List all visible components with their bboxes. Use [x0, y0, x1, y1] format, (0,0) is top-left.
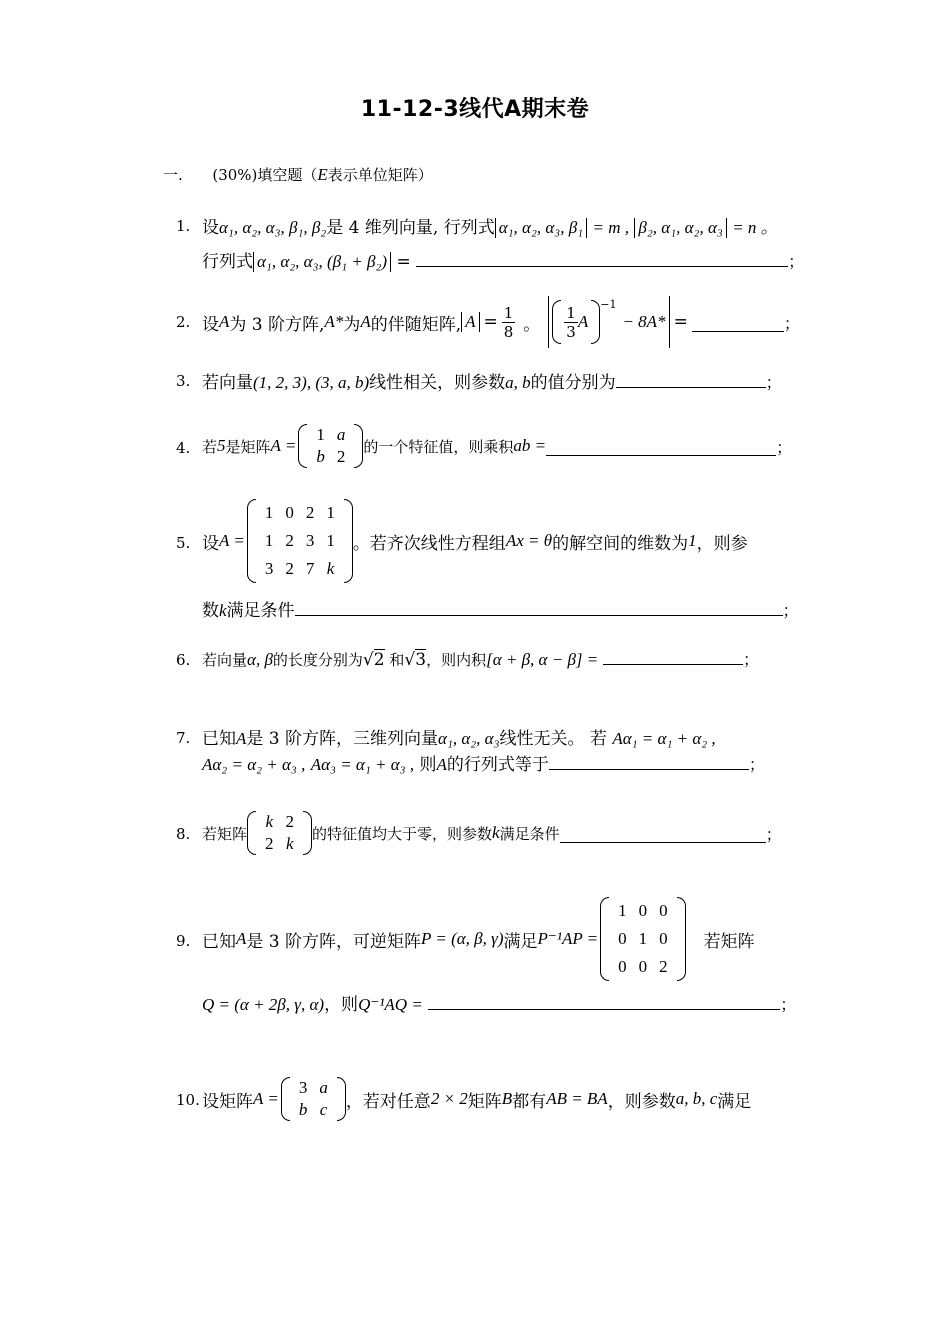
q9-P: P = (α, β, γ) — [421, 929, 504, 948]
q7-text-b: 是 3 阶方阵，三维列向量 — [246, 729, 439, 749]
q5-number: 5. — [176, 534, 191, 552]
q4-m21: b — [316, 447, 325, 466]
q4-number: 4. — [176, 439, 191, 457]
q10-line — [202, 1072, 751, 1126]
q8-text-c: 满足条件 — [499, 824, 560, 843]
q2-minus-term: − 8A* — [622, 312, 666, 331]
q2-Astar: A* — [324, 312, 344, 331]
q6-text-c: 和 — [389, 651, 405, 669]
q10-text-c: 矩阵 — [467, 1091, 502, 1112]
q3-text-b: 线性相关，则参数 — [369, 373, 506, 393]
q9-A: A — [236, 929, 247, 948]
q2-frac-num: 1 — [503, 303, 514, 322]
q3-text-a: 若向量 — [202, 373, 253, 393]
q3-semicolon: ； — [765, 373, 782, 392]
q9-text-e: ，则 — [324, 995, 359, 1015]
q8-m22: k — [285, 834, 294, 853]
section-prefix: (30%)填空题（ — [212, 166, 318, 184]
q2-eq: = — [483, 312, 498, 332]
q7-text-d: 则 — [419, 755, 437, 775]
q1-eq2: = n 。 — [732, 218, 778, 237]
q10-text-e: ，则参数 — [607, 1091, 676, 1112]
q1-det1: α₁, α₂, α₃, β₁ — [495, 218, 587, 238]
q2-text-b: 为 3 阶方阵, — [229, 314, 325, 335]
q1-text-a: 设 — [202, 218, 219, 238]
q9-answer-blank[interactable] — [428, 991, 780, 1010]
q4-m22: 2 — [336, 447, 346, 466]
q6-ab: α, β — [247, 650, 273, 669]
q2-inner-fraction — [564, 304, 578, 341]
q2-semicolon: ； — [783, 313, 800, 333]
q4-five: 5 — [217, 436, 226, 455]
q5-eq: Ax = θ — [505, 531, 553, 550]
q7-answer-blank[interactable] — [549, 751, 749, 770]
q2-detA: A — [461, 312, 479, 332]
q4-matrix — [298, 424, 363, 468]
q5-l2-text-a: 数 — [202, 601, 219, 621]
q10-text-f: 满足 — [717, 1091, 752, 1112]
q6-line — [202, 646, 759, 670]
q1-eq1: = m , — [592, 218, 629, 237]
q1-answer-blank[interactable] — [416, 248, 788, 267]
q1-line2 — [202, 247, 804, 272]
q4-line — [202, 420, 792, 472]
q9-row2 — [612, 925, 674, 953]
q4-ab: ab = — [513, 436, 547, 455]
q2-line — [202, 296, 800, 348]
q8-line — [202, 806, 782, 860]
q1-line1 — [202, 213, 778, 238]
q3-text-c: 的值分别为 — [530, 373, 616, 393]
q4-A: A = — [270, 436, 297, 455]
section-suffix: 表示单位矩阵） — [327, 166, 433, 184]
q7-text-e: 的行列式等于 — [446, 755, 549, 775]
q9-QAQ: Q⁻¹AQ = — [358, 995, 423, 1014]
q5-cell: 3 — [305, 531, 315, 550]
q7-A2: A — [436, 755, 447, 774]
q5-cell: 1 — [326, 503, 335, 522]
q3-params: a, b — [505, 373, 531, 392]
q5-row3 — [259, 555, 341, 583]
q4-answer-blank[interactable] — [546, 437, 776, 456]
q5-one: 1 — [688, 531, 697, 550]
q9-cell: 0 — [659, 901, 668, 920]
q8-k: k — [492, 823, 500, 842]
q1-line2-eq: = — [396, 252, 411, 272]
q5-cell: 1 — [326, 531, 335, 550]
q5-text-c: 的解空间的维数为 — [552, 533, 689, 554]
q1-semicolon: ； — [788, 252, 805, 271]
q6-inner-product: [α + β, α − β] = — [486, 650, 599, 669]
q5-cell: k — [326, 559, 335, 578]
q1-text-b: 是 4 维列向量, 行列式 — [326, 218, 495, 238]
q1-det2: β₂, α₁, α₂, α₃ — [634, 218, 726, 238]
q10-m21: b — [298, 1100, 308, 1119]
q2-answer-blank[interactable] — [692, 313, 784, 332]
q6-sqrt2: √2 — [362, 650, 385, 670]
q10-number: 10. — [176, 1091, 200, 1109]
q7-text-c: 线性无关。 若 — [499, 729, 607, 749]
q9-cell: 0 — [638, 957, 648, 976]
q5-k: k — [219, 601, 227, 620]
q2-inverse-exp: −1 — [600, 298, 617, 311]
q8-semicolon: ； — [765, 824, 782, 844]
q9-text-d: 若矩阵 — [703, 931, 755, 952]
q8-text-b: 的特征值均大于零，则参数 — [312, 824, 493, 843]
q5-text-d: ，则参 — [696, 533, 748, 554]
q10-m12: a — [319, 1078, 328, 1097]
q2-det-expr — [548, 296, 669, 348]
q10-params: a, b, c — [675, 1089, 718, 1108]
q9-cell: 2 — [659, 957, 668, 976]
q8-answer-blank[interactable] — [560, 824, 766, 843]
q9-PAP: P⁻¹AP = — [537, 929, 599, 948]
q9-cell: 0 — [659, 929, 668, 948]
q10-size: 2 × 2 — [430, 1089, 468, 1108]
q7-text-a: 已知 — [202, 729, 236, 749]
q2-dot: 。 — [523, 314, 541, 335]
q9-line2 — [202, 990, 796, 1015]
q2-number: 2. — [176, 313, 191, 331]
q9-cell: 0 — [618, 957, 627, 976]
q7-vectors: α₁, α₂, α₃ — [438, 729, 500, 748]
q2-A1: A — [219, 312, 230, 331]
q4-text-a: 若 — [202, 437, 218, 456]
q2-inner-num: 1 — [566, 303, 576, 322]
q7-eq2: Aα₂ = α₂ + α₃ , — [202, 755, 306, 774]
q5-A: A = — [219, 531, 245, 550]
q6-sqrt3-value: 3 — [415, 650, 427, 670]
q6-text-a: 若向量 — [202, 651, 248, 669]
q9-semicolon: ； — [780, 995, 797, 1014]
q9-text-c: 满足 — [503, 931, 538, 952]
q10-text-d: 都有 — [512, 1091, 547, 1112]
q7-A: A — [236, 729, 247, 748]
q6-text-d: ，则内积 — [426, 651, 487, 669]
q8-text-a: 若矩阵 — [202, 824, 248, 843]
q3-vectors: (1, 2, 3), (3, a, b) — [253, 373, 370, 392]
q5-cell: 0 — [285, 503, 294, 522]
q8-m11: k — [265, 812, 274, 831]
q9-line1 — [202, 896, 755, 982]
q2-A2: A — [360, 312, 371, 331]
q5-text-b: 。若齐次线性方程组 — [352, 533, 506, 554]
q5-cell: 1 — [264, 503, 274, 522]
q10-eq: AB = BA — [546, 1089, 608, 1108]
q10-matrix — [281, 1077, 346, 1121]
q4-text-c: 的一个特征值，则乘积 — [363, 437, 514, 456]
q1-number: 1. — [176, 217, 191, 235]
q9-Q: Q = (α + 2β, γ, α) — [202, 995, 325, 1014]
section-marker: 一. — [163, 166, 183, 184]
q6-text-b: 的长度分别为 — [272, 651, 363, 669]
q5-line1 — [202, 498, 748, 584]
q9-cell: 0 — [618, 929, 627, 948]
q4-text-b: 是矩阵 — [225, 437, 271, 456]
q9-number: 9. — [176, 932, 191, 950]
q6-sqrt3: √3 — [404, 650, 427, 670]
q10-m22: c — [319, 1100, 328, 1119]
q3-number: 3. — [176, 372, 191, 390]
q2-inner-A: A — [577, 312, 589, 331]
q2-text-d: 的伴随矩阵, — [370, 314, 462, 335]
q5-semicolon: ； — [782, 601, 799, 620]
q5-cell: 1 — [264, 531, 274, 550]
q1-vectors: α₁, α₂, α₃, β₁, β₂ — [219, 218, 327, 237]
q5-row1 — [259, 499, 341, 527]
q10-B: B — [501, 1089, 513, 1108]
q5-cell: 2 — [305, 503, 315, 522]
q2-eq2: = — [673, 312, 688, 332]
q7-number: 7. — [176, 729, 191, 747]
q4-m11: 1 — [316, 425, 325, 444]
q9-cell: 0 — [638, 901, 648, 920]
q1-det3: α₁, α₂, α₃, (β₁ + β₂) — [253, 252, 391, 272]
q1-line2-text: 行列式 — [202, 252, 253, 272]
q5-matrix — [247, 499, 353, 583]
q7-eq1: Aα₁ = α₁ + α₂ , — [612, 729, 716, 748]
q4-semicolon: ； — [776, 437, 793, 457]
q9-cell: 1 — [618, 901, 627, 920]
q7-eq3: Aα₃ = α₁ + α₃ , — [310, 755, 415, 774]
q5-answer-blank[interactable] — [295, 597, 783, 616]
q9-row3 — [612, 953, 674, 981]
q6-sqrt2-value: 2 — [373, 650, 385, 670]
q5-line2 — [202, 596, 799, 621]
q5-cell: 2 — [285, 531, 294, 550]
q9-row1 — [612, 897, 674, 925]
q5-cell: 2 — [285, 559, 294, 578]
q10-A: A = — [253, 1089, 279, 1108]
q9-cell: 1 — [638, 929, 648, 948]
q4-m12: a — [336, 425, 346, 444]
q9-text-a: 已知 — [202, 931, 236, 952]
q8-m12: 2 — [285, 812, 295, 831]
q10-text-a: 设矩阵 — [202, 1091, 253, 1112]
q8-m21: 2 — [265, 834, 274, 853]
q2-frac-den: 8 — [503, 322, 514, 341]
q8-number: 8. — [176, 825, 191, 843]
q5-cell: 3 — [264, 559, 274, 578]
q3-answer-blank[interactable] — [616, 369, 766, 388]
q6-semicolon: ； — [743, 650, 760, 669]
q7-line1 — [202, 724, 716, 749]
q5-l2-text-b: 满足条件 — [226, 601, 295, 621]
q5-row2 — [259, 527, 341, 555]
section-heading — [163, 164, 433, 185]
q2-fraction — [502, 304, 516, 341]
q5-cell: 7 — [305, 559, 315, 578]
q8-matrix — [247, 811, 312, 855]
q2-text-c: 为 — [343, 314, 361, 335]
q5-text-a: 设 — [202, 533, 219, 554]
q10-text-b: ，若对任意 — [345, 1091, 431, 1112]
q10-m11: 3 — [298, 1078, 308, 1097]
q2-inner-den: 3 — [566, 322, 576, 341]
q2-paren — [552, 300, 600, 344]
q9-matrix — [600, 897, 686, 981]
page-title: 11-12-3线代A期末卷 — [360, 97, 590, 122]
q7-semicolon: ； — [748, 755, 765, 774]
q9-text-b: 是 3 阶方阵，可逆矩阵 — [246, 931, 422, 952]
q6-answer-blank[interactable] — [603, 646, 743, 665]
section-symbol: E — [317, 165, 328, 184]
q3-line — [202, 368, 782, 393]
q2-text-a: 设 — [202, 314, 219, 335]
q6-number: 6. — [176, 651, 191, 669]
q7-line2 — [202, 750, 765, 775]
